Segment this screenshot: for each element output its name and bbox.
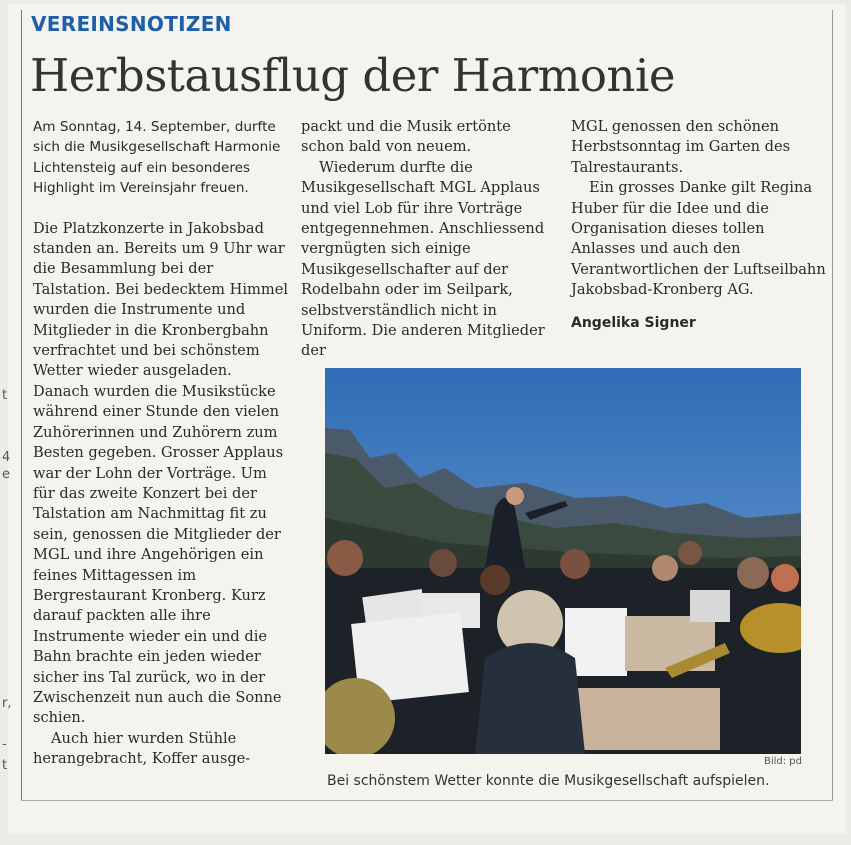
article-paragraph: packt und die Musik ertönte schon bald von neuem. — [301, 118, 511, 156]
article-column-3 — [571, 117, 827, 333]
band-photo — [325, 368, 801, 754]
article-paragraph: Auch hier wurden Stühle herangebracht, Koffer ausge- — [33, 729, 251, 768]
article-paragraph: MGL genossen den schönen Herbstsonntag im Garten des Talrestaurants. — [571, 118, 791, 176]
margin-fragment: t — [2, 388, 8, 403]
article-column-1 — [33, 117, 288, 770]
margin-fragment: e — [2, 467, 10, 482]
author-byline: Angelika Signer — [571, 314, 696, 331]
photo-credit: Bild: pd — [763, 756, 802, 767]
bottom-rule — [21, 800, 833, 801]
article-paragraph: Ein grosses Danke gilt Regina Huber für die Idee und die Organisation dieses tollen Anlasses und auch den Verantwortlichen der Luftseilbahn Jakobsbad-Kronberg AG. — [571, 179, 826, 299]
right-column-rule — [832, 10, 833, 800]
article-headline: Herbstausflug der Harmonie — [30, 49, 676, 102]
margin-fragment: 4 — [2, 450, 11, 465]
margin-fragment: t — [2, 758, 8, 773]
margin-fragment: - — [2, 737, 7, 752]
article-column-2 — [301, 117, 556, 362]
article-paragraph: Die Platzkonzerte in Jakobsbad standen an. Bereits um 9 Uhr war die Besammlung bei der Talstation. Bei bedecktem Himmel wurden die Instrumente und Mitglieder in die Kronbergbahn verfrachtet und bei schönstem Wetter wieder ausgeladen. Danach wurden die Musikstücke während einer Stunde den vielen Zuhörerinnen und Zuhörern zum Besten gegeben. Grosser Applaus war der Lohn der Vorträge. Um für das zweite Konzert bei der Talstation am Nachmittag fit zu sein, genossen die Mitglieder der MGL und ihre Angehörigen ein feines Mittagessen im Bergrestaurant Kronberg. Kurz darauf packten alle ihre Instrumente wieder ein und die Bahn brachte ein jeden wieder sicher ins Tal zurück, wo in der Zwischenzeit nun auch die Sonne schien. — [33, 219, 289, 727]
article-paragraph: Wiederum durfte die Musikgesellschaft MGL Applaus und viel Lob für ihre Vorträge entgegennehmen. Anschliessend vergnügten sich einige Musikgesellschafter auf der Rodelbahn oder im Seilpark, selbstverständlich nicht in Uniform. Die anderen Mitglieder der — [301, 158, 545, 360]
section-kicker: VEREINSNOTIZEN — [31, 12, 232, 36]
margin-fragment: r, — [2, 696, 12, 711]
left-column-rule — [21, 10, 22, 800]
article-lead: Am Sonntag, 14. September, durfte sich die Musikgesellschaft Harmonie Lichtensteig auf ein besonderes Highlight im Vereinsjahr freuen. — [33, 119, 281, 197]
photo-caption: Bei schönstem Wetter konnte die Musikgesellschaft aufspielen. — [327, 773, 770, 789]
